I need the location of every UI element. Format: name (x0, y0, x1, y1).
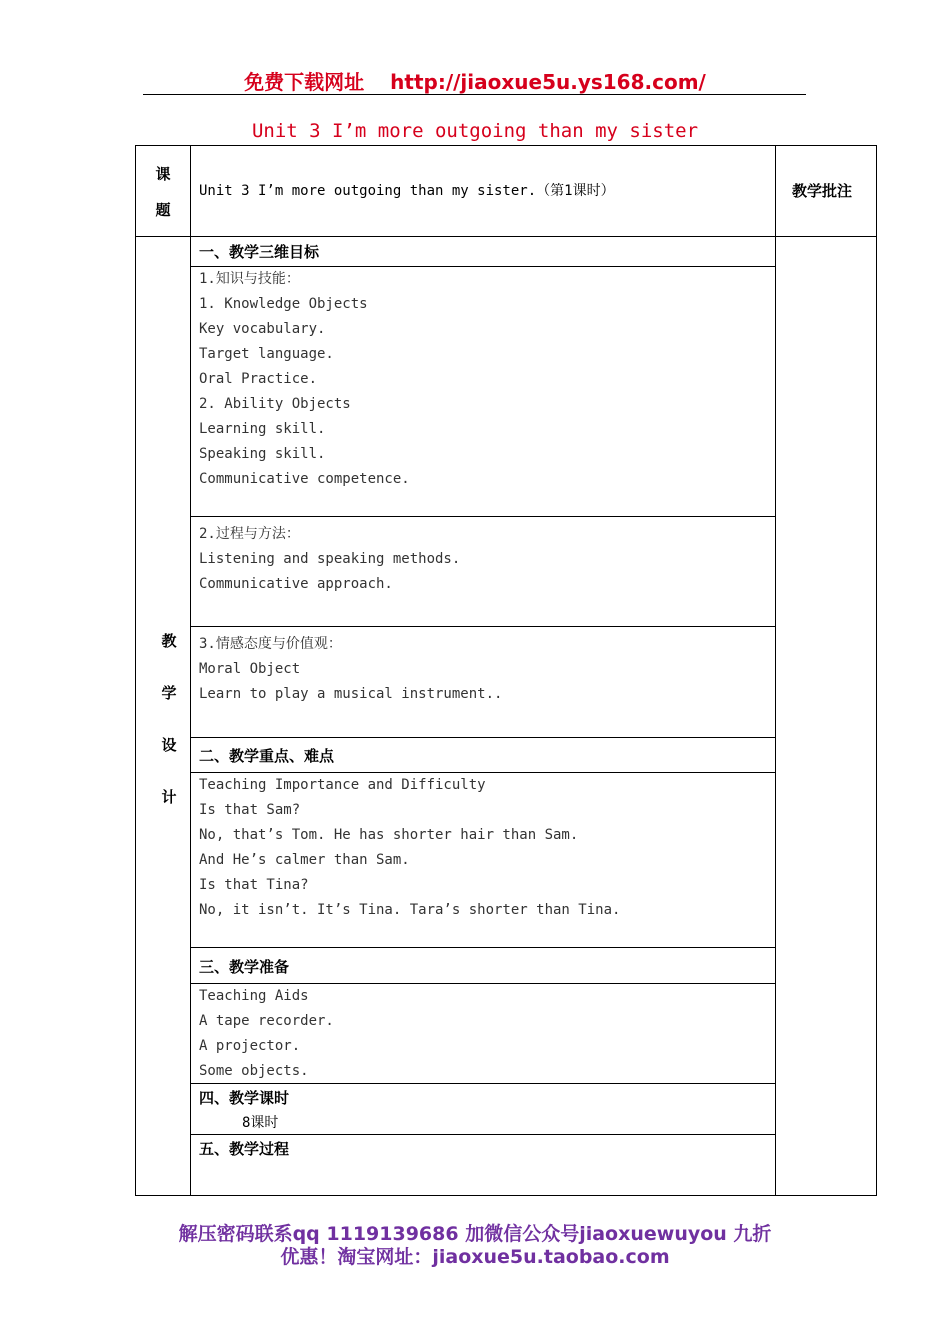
document-title: Unit 3 I’m more outgoing than my sister (251, 120, 699, 142)
section-title-process: 五、教学过程 (199, 1140, 290, 1158)
notes-column-divider (775, 145, 776, 1196)
process-cell (199, 522, 460, 597)
knowledge-line: Key vocabulary. (199, 321, 326, 337)
knowledge-line: Speaking skill. (199, 446, 326, 462)
header-url-link[interactable]: http://jiaoxue5u.ys168.com/ (390, 70, 706, 94)
topic-row-divider (135, 236, 877, 237)
header-rule (143, 94, 806, 95)
row-divider (190, 626, 776, 627)
process-heading: 2.过程与方法： (199, 526, 300, 542)
download-header (0, 66, 950, 95)
table-left-border (135, 145, 136, 1196)
key-point-line: No, that’s Tom. He has shorter hair than Sam. (199, 827, 579, 843)
prep-line: A tape recorder. (199, 1013, 334, 1029)
table-right-border (876, 145, 877, 1196)
section-title-hours: 四、教学课时 (199, 1089, 290, 1107)
key-point-line: No, it isn’t. It’s Tina. Tara’s shorter than Tina. (199, 902, 621, 918)
design-label-char: 设 (161, 736, 177, 754)
design-label-char: 学 (161, 684, 177, 702)
knowledge-cell (199, 267, 410, 492)
lesson-hours: 8课时 (242, 1115, 279, 1131)
design-label-char: 计 (161, 788, 177, 806)
knowledge-line: Target language. (199, 346, 334, 362)
topic-label-char: 题 (155, 201, 171, 219)
row-divider (190, 516, 776, 517)
key-point-line: And He’s calmer than Sam. (199, 852, 410, 868)
table-bottom-border (135, 1195, 877, 1196)
footer-line-1: 解压密码联系qq 1119139686 加微信公众号jiaoxuewuyou 九折 (178, 1223, 772, 1245)
design-label (154, 630, 184, 807)
process-line: Listening and speaking methods. (199, 551, 461, 567)
emotion-heading: 3.情感态度与价值观： (199, 636, 342, 652)
knowledge-line: Communicative competence. (199, 471, 410, 487)
row-divider (190, 737, 776, 738)
prep-line: A projector. (199, 1038, 301, 1054)
process-line: Communicative approach. (199, 576, 393, 592)
emotion-line: Moral Object (199, 661, 301, 677)
section-title-preparation: 三、教学准备 (199, 958, 290, 976)
knowledge-heading: 1.知识与技能： (199, 271, 300, 287)
topic-text: Unit 3 I’m more outgoing than my sister.（第1课时） (199, 183, 615, 199)
key-point-line: Is that Tina? (199, 877, 309, 893)
table-top-border (135, 145, 877, 146)
knowledge-line: 2. Ability Objects (199, 396, 351, 412)
row-divider (190, 947, 776, 948)
header-label: 免费下载网址 (244, 70, 365, 94)
topic-label-char: 课 (155, 165, 171, 183)
emotion-line: Learn to play a musical instrument.. (199, 686, 503, 702)
footer-line-2: 优惠！淘宝网址：jiaoxue5u.taobao.com (280, 1246, 670, 1268)
knowledge-line: Learning skill. (199, 421, 326, 437)
key-points-cell (199, 773, 620, 923)
notes-label: 教学批注 (792, 182, 853, 200)
knowledge-line: 1. Knowledge Objects (199, 296, 368, 312)
label-column-divider (190, 145, 191, 1196)
key-point-line: Is that Sam? (199, 802, 301, 818)
section-title-objectives: 一、教学三维目标 (199, 243, 320, 261)
section-title-key-points: 二、教学重点、难点 (199, 747, 335, 765)
preparation-cell (199, 984, 334, 1084)
row-divider (190, 1134, 776, 1135)
topic-label (148, 163, 178, 220)
design-label-char: 教 (161, 632, 177, 650)
prep-line: Teaching Aids (199, 988, 309, 1004)
knowledge-line: Oral Practice. (199, 371, 318, 387)
emotion-cell (199, 632, 502, 707)
prep-line: Some objects. (199, 1063, 309, 1079)
key-point-line: Teaching Importance and Difficulty (199, 777, 486, 793)
